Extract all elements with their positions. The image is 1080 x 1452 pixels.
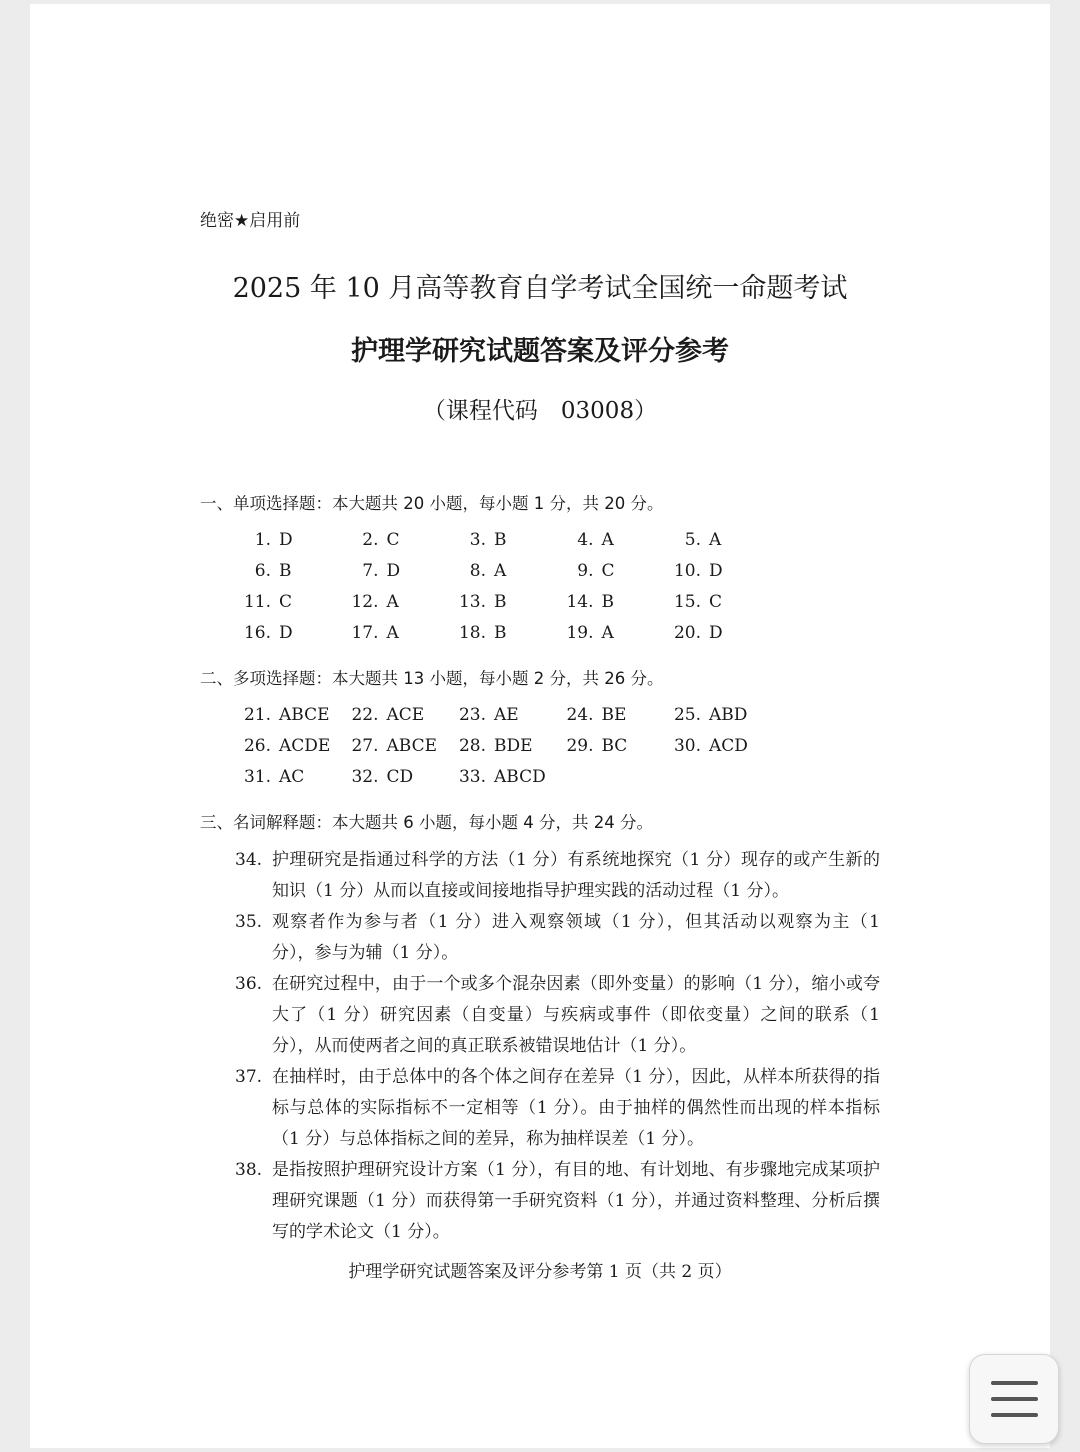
page-footer: 护理学研究试题答案及评分参考第 1 页（共 2 页） [348, 1262, 732, 1282]
answer-row [237, 587, 775, 618]
confidential-label: 绝密★启用前 [200, 211, 301, 231]
answer-cell [237, 700, 345, 731]
question-number: 20. [673, 623, 701, 643]
answer-value: B [494, 592, 507, 612]
answer-cell [345, 762, 453, 793]
answer-value: C [601, 561, 615, 581]
definition-item [235, 907, 880, 969]
answer-value: B [494, 623, 507, 643]
answer-cell [560, 525, 668, 556]
question-number: 1. [254, 530, 271, 550]
question-number: 13. [458, 592, 486, 612]
answer-value: D [709, 623, 723, 643]
definition-number: 34. [235, 850, 263, 870]
definition-number: 38. [235, 1160, 263, 1180]
answer-cell [560, 700, 668, 731]
answer-value: C [279, 592, 293, 612]
answer-cell [237, 731, 345, 762]
question-number: 17. [351, 623, 379, 643]
question-number: 4. [577, 530, 594, 550]
answer-row [237, 731, 775, 762]
answer-value: BC [601, 736, 628, 756]
document-page [30, 4, 1050, 1448]
answer-cell [560, 556, 668, 587]
question-number: 30. [673, 736, 701, 756]
answer-cell [452, 525, 560, 556]
question-number: 28. [458, 736, 486, 756]
definition-item [235, 845, 880, 907]
hamburger-menu-icon [991, 1413, 1038, 1417]
course-code: （课程代码 03008） [422, 398, 658, 424]
question-number: 24. [566, 705, 594, 725]
answer-cell [345, 587, 453, 618]
definition-text: 护理研究是指通过科学的方法（1 分）有系统地探究（1 分）现存的或产生新的知识（1 分）从而以直接或间接地指导护理实践的活动过程（1 分）。 [272, 850, 880, 901]
question-number: 8. [469, 561, 486, 581]
question-number: 23. [458, 705, 486, 725]
definition-number: 35. [235, 912, 263, 932]
answer-cell [237, 762, 345, 793]
question-number: 22. [351, 705, 379, 725]
question-number: 19. [566, 623, 594, 643]
definition-text: 在抽样时，由于总体中的各个体之间存在差异（1 分），因此，从样本所获得的指标与总体的实际指标不一定相等（1 分）。由于抽样的偶然性而出现的样本指标（1 分）与总体指标之间的差异，称为抽样误差（1 分）。 [272, 1067, 880, 1149]
answer-value: C [709, 592, 723, 612]
question-number: 9. [577, 561, 594, 581]
question-number: 16. [243, 623, 271, 643]
question-number: 12. [351, 592, 379, 612]
answer-cell [667, 731, 775, 762]
question-number: 32. [351, 767, 379, 787]
answer-cell [560, 587, 668, 618]
question-number: 18. [458, 623, 486, 643]
answer-cell [345, 556, 453, 587]
answer-value: A [601, 623, 614, 643]
question-number: 21. [243, 705, 271, 725]
question-number: 33. [458, 767, 486, 787]
answer-cell [345, 618, 453, 649]
answer-cell [452, 587, 560, 618]
multiple-choice-answers [237, 700, 775, 793]
answer-value: A [386, 623, 399, 643]
question-number: 29. [566, 736, 594, 756]
answer-row [237, 762, 775, 793]
section-2-heading: 二、多项选择题：本大题共 13 小题，每小题 2 分，共 26 分。 [200, 669, 664, 688]
answer-value: ABCD [494, 767, 546, 787]
answer-cell [345, 700, 453, 731]
question-number: 31. [243, 767, 271, 787]
answer-value: ABCE [386, 736, 438, 756]
answer-value: D [279, 623, 293, 643]
answer-row [237, 618, 775, 649]
question-number: 6. [254, 561, 271, 581]
answer-value: A [709, 530, 722, 550]
answer-value: AC [279, 767, 305, 787]
answer-value: D [279, 530, 293, 550]
question-number: 15. [673, 592, 701, 612]
answer-cell [667, 525, 775, 556]
term-definitions [235, 845, 880, 1248]
answer-cell [452, 762, 560, 793]
answer-cell [667, 587, 775, 618]
answer-value: CD [386, 767, 414, 787]
answer-value: A [494, 561, 507, 581]
answer-cell [237, 556, 345, 587]
hamburger-menu-icon [991, 1397, 1038, 1401]
question-number: 2. [362, 530, 379, 550]
definition-item [235, 1155, 880, 1248]
single-choice-answers [237, 525, 775, 649]
answer-cell [345, 525, 453, 556]
answer-cell [667, 618, 775, 649]
answer-value: ACD [709, 736, 748, 756]
exam-title: 2025 年 10 月高等教育自学考试全国统一命题考试 [232, 273, 848, 304]
answer-value: A [601, 530, 614, 550]
definition-item [235, 1062, 880, 1155]
answer-value: A [386, 592, 399, 612]
answer-cell [452, 556, 560, 587]
answer-cell [237, 618, 345, 649]
question-number: 7. [362, 561, 379, 581]
answer-cell [237, 525, 345, 556]
question-number: 11. [243, 592, 271, 612]
answer-cell [452, 700, 560, 731]
answer-cell [667, 700, 775, 731]
answer-cell [345, 731, 453, 762]
section-1-heading: 一、单项选择题：本大题共 20 小题，每小题 1 分，共 20 分。 [200, 494, 664, 513]
hamburger-menu-icon [991, 1381, 1038, 1385]
menu-button[interactable] [969, 1354, 1059, 1444]
answer-value: B [601, 592, 614, 612]
question-number: 25. [673, 705, 701, 725]
definition-number: 36. [235, 974, 263, 994]
answer-row [237, 525, 775, 556]
answer-value: B [279, 561, 292, 581]
answer-value: ACDE [279, 736, 331, 756]
definition-text: 观察者作为参与者（1 分）进入观察领域（1 分），但其活动以观察为主（1 分），参与为辅（1 分）。 [272, 912, 880, 963]
definition-item [235, 969, 880, 1062]
question-number: 26. [243, 736, 271, 756]
answer-value: ACE [386, 705, 425, 725]
question-number: 27. [351, 736, 379, 756]
question-number: 10. [673, 561, 701, 581]
answer-row [237, 700, 775, 731]
answer-cell [452, 618, 560, 649]
section-3-heading: 三、名词解释题：本大题共 6 小题，每小题 4 分，共 24 分。 [200, 813, 653, 832]
definition-number: 37. [235, 1067, 263, 1087]
answer-value: D [709, 561, 723, 581]
document-title: 护理学研究试题答案及评分参考 [351, 336, 729, 367]
answer-value: BDE [494, 736, 533, 756]
answer-cell [452, 731, 560, 762]
answer-value: C [386, 530, 400, 550]
answer-value: ABD [709, 705, 748, 725]
answer-cell [560, 731, 668, 762]
definition-text: 是指按照护理研究设计方案（1 分），有目的地、有计划地、有步骤地完成某项护理研究课题（1 分）而获得第一手研究资料（1 分），并通过资料整理、分析后撰写的学术论文（1 分）。 [272, 1160, 880, 1242]
answer-row [237, 556, 775, 587]
answer-cell [667, 556, 775, 587]
answer-cell [237, 587, 345, 618]
answer-value: AE [494, 705, 519, 725]
answer-cell [560, 618, 668, 649]
answer-value: ABCE [279, 705, 330, 725]
answer-value: D [386, 561, 401, 581]
definition-text: 在研究过程中，由于一个或多个混杂因素（即外变量）的影响（1 分），缩小或夸大了（1 分）研究因素（自变量）与疾病或事件（即依变量）之间的联系（1 分），从而使两者之间的真正联系被错误地估计（1 分）。 [272, 974, 880, 1056]
question-number: 14. [566, 592, 594, 612]
question-number: 5. [684, 530, 701, 550]
answer-value: BE [601, 705, 627, 725]
question-number: 3. [469, 530, 486, 550]
answer-value: B [494, 530, 507, 550]
